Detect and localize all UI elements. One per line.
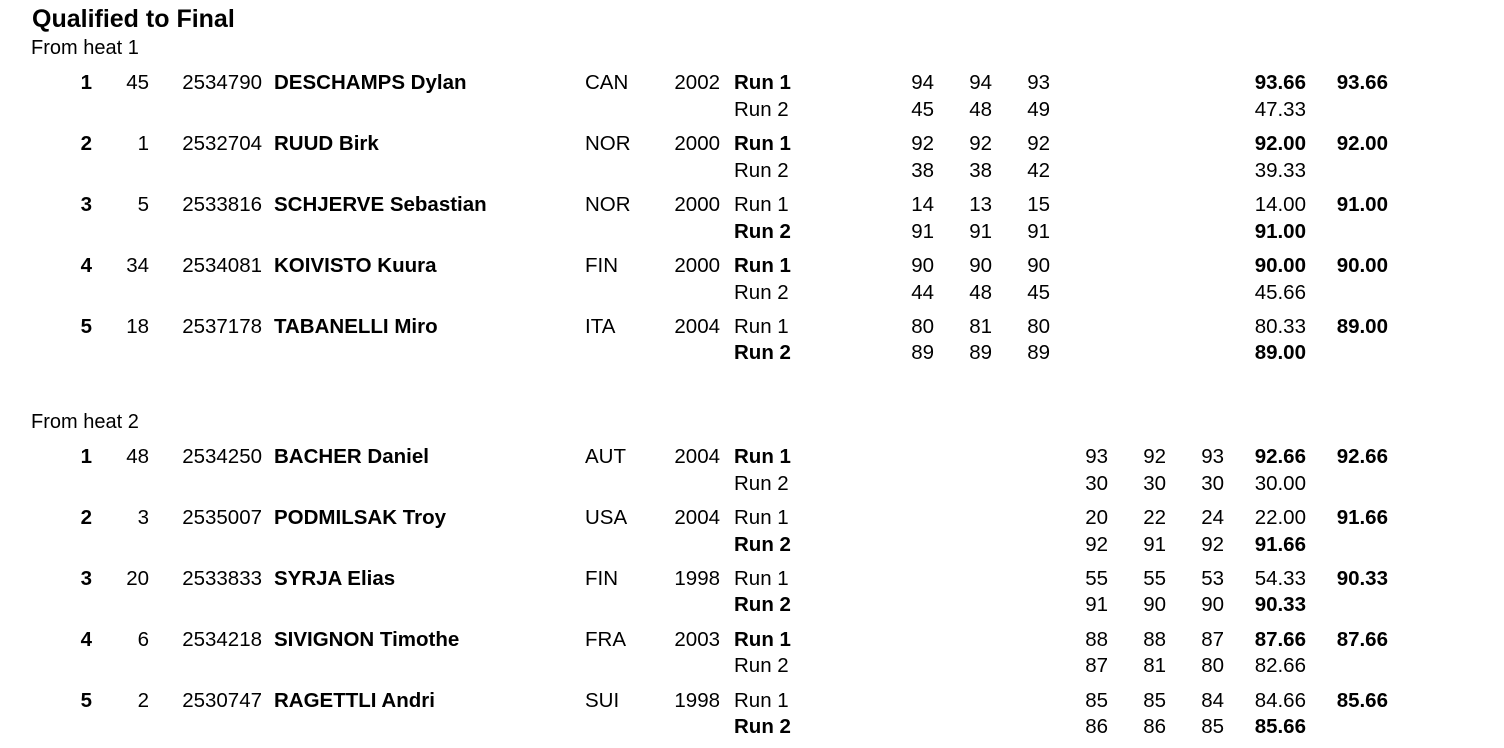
run-score: 89.00 <box>1254 341 1306 364</box>
run-row <box>0 471 1504 497</box>
judge-score: 85 <box>1201 715 1224 738</box>
judge-score: 90 <box>911 254 934 277</box>
judge-score: 81 <box>969 315 992 338</box>
best-score: 89.00 <box>1336 315 1388 338</box>
run-label: Run 1 <box>734 71 791 94</box>
run-label: Run 1 <box>734 628 791 651</box>
judge-score: 90 <box>1027 254 1050 277</box>
nation: USA <box>585 506 628 529</box>
judge-score: 45 <box>911 98 934 121</box>
fis-code: 2530747 <box>182 689 262 712</box>
run-label: Run 2 <box>734 281 789 304</box>
athlete-name: RAGETTLI Andri <box>274 689 435 712</box>
birth-year: 2004 <box>674 506 720 529</box>
run-score: 82.66 <box>1254 654 1306 677</box>
judge-score: 91 <box>911 220 934 243</box>
run-label: Run 2 <box>734 159 789 182</box>
judge-score: 38 <box>911 159 934 182</box>
athlete-row <box>0 566 1504 592</box>
run-row <box>0 219 1504 245</box>
athlete-row <box>0 192 1504 218</box>
bib-number: 18 <box>126 315 149 338</box>
judge-score: 55 <box>1143 567 1166 590</box>
run-score: 90.33 <box>1254 593 1306 616</box>
run-score: 90.00 <box>1254 254 1306 277</box>
athlete-row <box>0 688 1504 714</box>
judge-score: 94 <box>969 71 992 94</box>
run-score: 39.33 <box>1254 159 1306 182</box>
judge-score: 15 <box>1027 193 1050 216</box>
birth-year: 2000 <box>674 254 720 277</box>
run-row <box>0 653 1504 679</box>
rank: 3 <box>80 193 92 216</box>
judge-score: 92 <box>1143 445 1166 468</box>
judge-score: 49 <box>1027 98 1050 121</box>
bib-number: 3 <box>137 506 149 529</box>
athlete-name: PODMILSAK Troy <box>274 506 446 529</box>
run-label: Run 1 <box>734 193 789 216</box>
run-score: 85.66 <box>1254 715 1306 738</box>
judge-score: 80 <box>911 315 934 338</box>
athlete-name: BACHER Daniel <box>274 445 429 468</box>
run-label: Run 1 <box>734 567 789 590</box>
judge-score: 92 <box>1085 533 1108 556</box>
fis-code: 2537178 <box>182 315 262 338</box>
birth-year: 2000 <box>674 132 720 155</box>
run-label: Run 1 <box>734 506 789 529</box>
run-score: 80.33 <box>1254 315 1306 338</box>
judge-score: 92 <box>911 132 934 155</box>
run-label: Run 2 <box>734 533 791 556</box>
run-score: 30.00 <box>1254 472 1306 495</box>
fis-code: 2535007 <box>182 506 262 529</box>
run-label: Run 2 <box>734 472 789 495</box>
judge-score: 42 <box>1027 159 1050 182</box>
athlete-row <box>0 314 1504 340</box>
best-score: 92.66 <box>1336 445 1388 468</box>
run-score: 93.66 <box>1254 71 1306 94</box>
judge-score: 48 <box>969 281 992 304</box>
nation: CAN <box>585 71 629 94</box>
judge-score: 85 <box>1085 689 1108 712</box>
judge-score: 92 <box>969 132 992 155</box>
bib-number: 45 <box>126 71 149 94</box>
judge-score: 91 <box>1143 533 1166 556</box>
run-score: 84.66 <box>1254 689 1306 712</box>
athlete-row <box>0 131 1504 157</box>
judge-score: 87 <box>1085 654 1108 677</box>
rank: 1 <box>80 445 92 468</box>
heat-label: From heat 2 <box>31 411 139 433</box>
rank: 2 <box>80 506 92 529</box>
judge-score: 13 <box>969 193 992 216</box>
nation: SUI <box>585 689 620 712</box>
athlete-row <box>0 444 1504 470</box>
rank: 5 <box>80 689 92 712</box>
athlete-name: KOIVISTO Kuura <box>274 254 437 277</box>
heat-label: From heat 1 <box>31 37 139 59</box>
bib-number: 34 <box>126 254 149 277</box>
run-label: Run 1 <box>734 445 791 468</box>
run-label: Run 2 <box>734 654 789 677</box>
judge-score: 91 <box>1027 220 1050 243</box>
rank: 2 <box>80 132 92 155</box>
judge-score: 93 <box>1201 445 1224 468</box>
run-score: 47.33 <box>1254 98 1306 121</box>
best-score: 91.66 <box>1336 506 1388 529</box>
run-row <box>0 714 1504 740</box>
run-label: Run 1 <box>734 315 789 338</box>
run-score: 54.33 <box>1254 567 1306 590</box>
birth-year: 1998 <box>674 567 720 590</box>
judge-score: 90 <box>969 254 992 277</box>
birth-year: 2004 <box>674 315 720 338</box>
athlete-name: SCHJERVE Sebastian <box>274 193 487 216</box>
judge-score: 20 <box>1085 506 1108 529</box>
fis-code: 2532704 <box>182 132 262 155</box>
judge-score: 90 <box>1201 593 1224 616</box>
bib-number: 48 <box>126 445 149 468</box>
judge-score: 91 <box>969 220 992 243</box>
judge-score: 80 <box>1201 654 1224 677</box>
judge-score: 85 <box>1143 689 1166 712</box>
judge-score: 80 <box>1027 315 1050 338</box>
judge-score: 48 <box>969 98 992 121</box>
judge-score: 30 <box>1201 472 1224 495</box>
judge-score: 92 <box>1027 132 1050 155</box>
nation: NOR <box>585 132 631 155</box>
athlete-row <box>0 627 1504 653</box>
run-row <box>0 158 1504 184</box>
birth-year: 2004 <box>674 445 720 468</box>
best-score: 87.66 <box>1336 628 1388 651</box>
rank: 3 <box>80 567 92 590</box>
fis-code: 2534790 <box>182 71 262 94</box>
judge-score: 30 <box>1143 472 1166 495</box>
nation: FRA <box>585 628 626 651</box>
run-label: Run 2 <box>734 593 791 616</box>
judge-score: 87 <box>1201 628 1224 651</box>
bib-number: 6 <box>137 628 149 651</box>
run-label: Run 2 <box>734 715 791 738</box>
run-row <box>0 340 1504 366</box>
run-row <box>0 97 1504 123</box>
run-score: 91.00 <box>1254 220 1306 243</box>
birth-year: 2003 <box>674 628 720 651</box>
judge-score: 94 <box>911 71 934 94</box>
run-score: 92.00 <box>1254 132 1306 155</box>
judge-score: 84 <box>1201 689 1224 712</box>
judge-score: 45 <box>1027 281 1050 304</box>
athlete-name: TABANELLI Miro <box>274 315 438 338</box>
athlete-row <box>0 505 1504 531</box>
best-score: 93.66 <box>1336 71 1388 94</box>
run-row <box>0 592 1504 618</box>
run-label: Run 2 <box>734 220 791 243</box>
judge-score: 91 <box>1085 593 1108 616</box>
best-score: 90.33 <box>1336 567 1388 590</box>
nation: NOR <box>585 193 631 216</box>
fis-code: 2534250 <box>182 445 262 468</box>
run-row <box>0 532 1504 558</box>
page-title: Qualified to Final <box>32 5 235 33</box>
athlete-name: RUUD Birk <box>274 132 379 155</box>
judge-score: 81 <box>1143 654 1166 677</box>
judge-score: 93 <box>1027 71 1050 94</box>
judge-score: 89 <box>1027 341 1050 364</box>
judge-score: 14 <box>911 193 934 216</box>
run-label: Run 2 <box>734 341 791 364</box>
rank: 4 <box>80 254 92 277</box>
judge-score: 88 <box>1085 628 1108 651</box>
best-score: 91.00 <box>1336 193 1388 216</box>
best-score: 92.00 <box>1336 132 1388 155</box>
athlete-name: DESCHAMPS Dylan <box>274 71 467 94</box>
run-row <box>0 280 1504 306</box>
rank: 1 <box>80 71 92 94</box>
run-label: Run 1 <box>734 689 789 712</box>
judge-score: 92 <box>1201 533 1224 556</box>
bib-number: 5 <box>137 193 149 216</box>
bib-number: 1 <box>137 132 149 155</box>
bib-number: 20 <box>126 567 149 590</box>
run-score: 45.66 <box>1254 281 1306 304</box>
athlete-row <box>0 70 1504 96</box>
run-score: 14.00 <box>1254 193 1306 216</box>
run-score: 91.66 <box>1254 533 1306 556</box>
judge-score: 38 <box>969 159 992 182</box>
judge-score: 90 <box>1143 593 1166 616</box>
judge-score: 55 <box>1085 567 1108 590</box>
rank: 4 <box>80 628 92 651</box>
run-label: Run 1 <box>734 254 791 277</box>
judge-score: 44 <box>911 281 934 304</box>
run-label: Run 1 <box>734 132 791 155</box>
judge-score: 53 <box>1201 567 1224 590</box>
athlete-name: SYRJA Elias <box>274 567 396 590</box>
nation: FIN <box>585 567 619 590</box>
fis-code: 2533833 <box>182 567 262 590</box>
birth-year: 1998 <box>674 689 720 712</box>
birth-year: 2002 <box>674 71 720 94</box>
judge-score: 86 <box>1143 715 1166 738</box>
judge-score: 22 <box>1143 506 1166 529</box>
nation: FIN <box>585 254 619 277</box>
fis-code: 2533816 <box>182 193 262 216</box>
fis-code: 2534218 <box>182 628 262 651</box>
run-score: 22.00 <box>1254 506 1306 529</box>
nation: ITA <box>585 315 616 338</box>
best-score: 90.00 <box>1336 254 1388 277</box>
run-label: Run 2 <box>734 98 789 121</box>
run-score: 92.66 <box>1254 445 1306 468</box>
judge-score: 89 <box>911 341 934 364</box>
judge-score: 86 <box>1085 715 1108 738</box>
athlete-name: SIVIGNON Timothe <box>274 628 460 651</box>
judge-score: 30 <box>1085 472 1108 495</box>
athlete-row <box>0 253 1504 279</box>
judge-score: 93 <box>1085 445 1108 468</box>
bib-number: 2 <box>137 689 149 712</box>
judge-score: 24 <box>1201 506 1224 529</box>
fis-code: 2534081 <box>182 254 262 277</box>
rank: 5 <box>80 315 92 338</box>
judge-score: 89 <box>969 341 992 364</box>
nation: AUT <box>585 445 626 468</box>
best-score: 85.66 <box>1336 689 1388 712</box>
judge-score: 88 <box>1143 628 1166 651</box>
run-score: 87.66 <box>1254 628 1306 651</box>
birth-year: 2000 <box>674 193 720 216</box>
